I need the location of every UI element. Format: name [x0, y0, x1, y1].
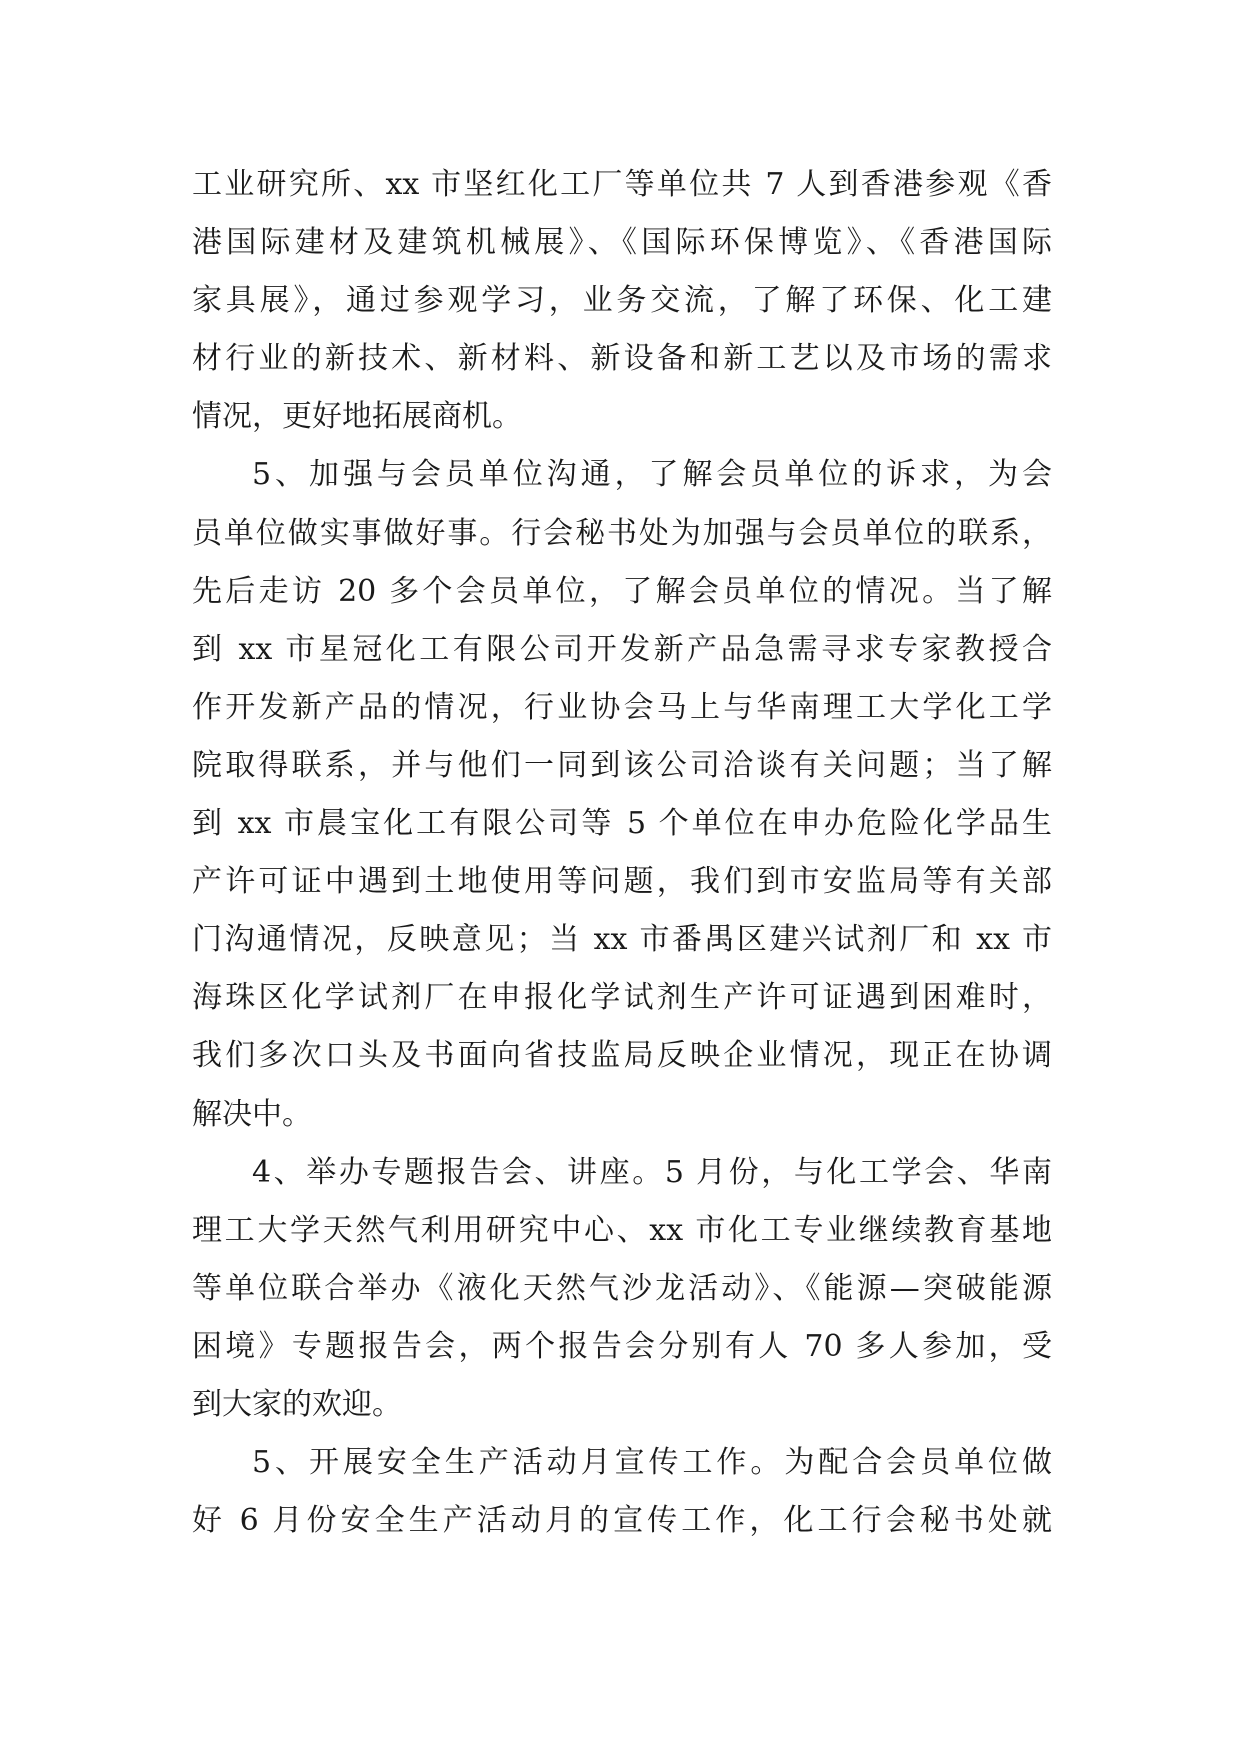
text-line: 好 6 月份安全生产活动月的宣传工作，化工行会秘书处就 — [192, 1503, 1052, 1539]
text-line: 门沟通情况，反映意见；当 xx 市番禺区建兴试剂厂和 xx 市 — [192, 922, 1052, 958]
text-line: 员单位做实事做好事。行会秘书处为加强与会员单位的联系， — [192, 515, 1052, 551]
paragraph-4 — [192, 1434, 1052, 1550]
paragraph-2 — [192, 446, 1052, 1143]
paragraph-3 — [192, 1144, 1052, 1434]
document-body — [192, 156, 1052, 1550]
text-line: 到 xx 市星冠化工有限公司开发新产品急需寻求专家教授合 — [192, 631, 1052, 667]
text-line: 理工大学天然气利用研究中心、xx 市化工专业继续教育基地 — [192, 1212, 1052, 1248]
text-line: 到 xx 市晨宝化工有限公司等 5 个单位在申办危险化学品生 — [192, 806, 1052, 842]
text-line: 困境》专题报告会，两个报告会分别有人 70 多人参加，受 — [192, 1328, 1052, 1364]
text-line: 家具展》，通过参观学习，业务交流，了解了环保、化工建 — [192, 283, 1052, 319]
text-line: 情况，更好地拓展商机。 — [192, 399, 522, 435]
text-line: 港国际建材及建筑机械展》、《国际环保博览》、《香港国际 — [192, 225, 1052, 261]
text-line: 院取得联系，并与他们一同到该公司洽谈有关问题；当了解 — [192, 747, 1052, 783]
text-line: 5、开展安全生产活动月宣传工作。为配合会员单位做 — [252, 1445, 1052, 1481]
text-line: 4、举办专题报告会、讲座。5 月份，与化工学会、华南 — [252, 1154, 1052, 1190]
text-line: 先后走访 20 多个会员单位，了解会员单位的情况。当了解 — [192, 573, 1052, 609]
text-line: 海珠区化学试剂厂在申报化学试剂生产许可证遇到困难时， — [192, 980, 1052, 1016]
text-line: 到大家的欢迎。 — [192, 1386, 402, 1422]
text-line: 我们多次口头及书面向省技监局反映企业情况，现正在协调 — [192, 1038, 1052, 1074]
text-line: 等单位联合举办《液化天然气沙龙活动》、《能源—突破能源 — [192, 1270, 1052, 1306]
text-line: 工业研究所、xx 市坚红化工厂等单位共 7 人到香港参观《香 — [192, 167, 1052, 202]
text-line: 产许可证中遇到土地使用等问题，我们到市安监局等有关部 — [192, 864, 1052, 900]
text-line: 作开发新产品的情况，行业协会马上与华南理工大学化工学 — [192, 689, 1052, 725]
text-line: 材行业的新技术、新材料、新设备和新工艺以及市场的需求 — [192, 341, 1052, 377]
text-line: 解决中。 — [192, 1096, 312, 1132]
paragraph-1 — [192, 156, 1052, 446]
text-line: 5、加强与会员单位沟通，了解会员单位的诉求，为会 — [252, 457, 1052, 493]
